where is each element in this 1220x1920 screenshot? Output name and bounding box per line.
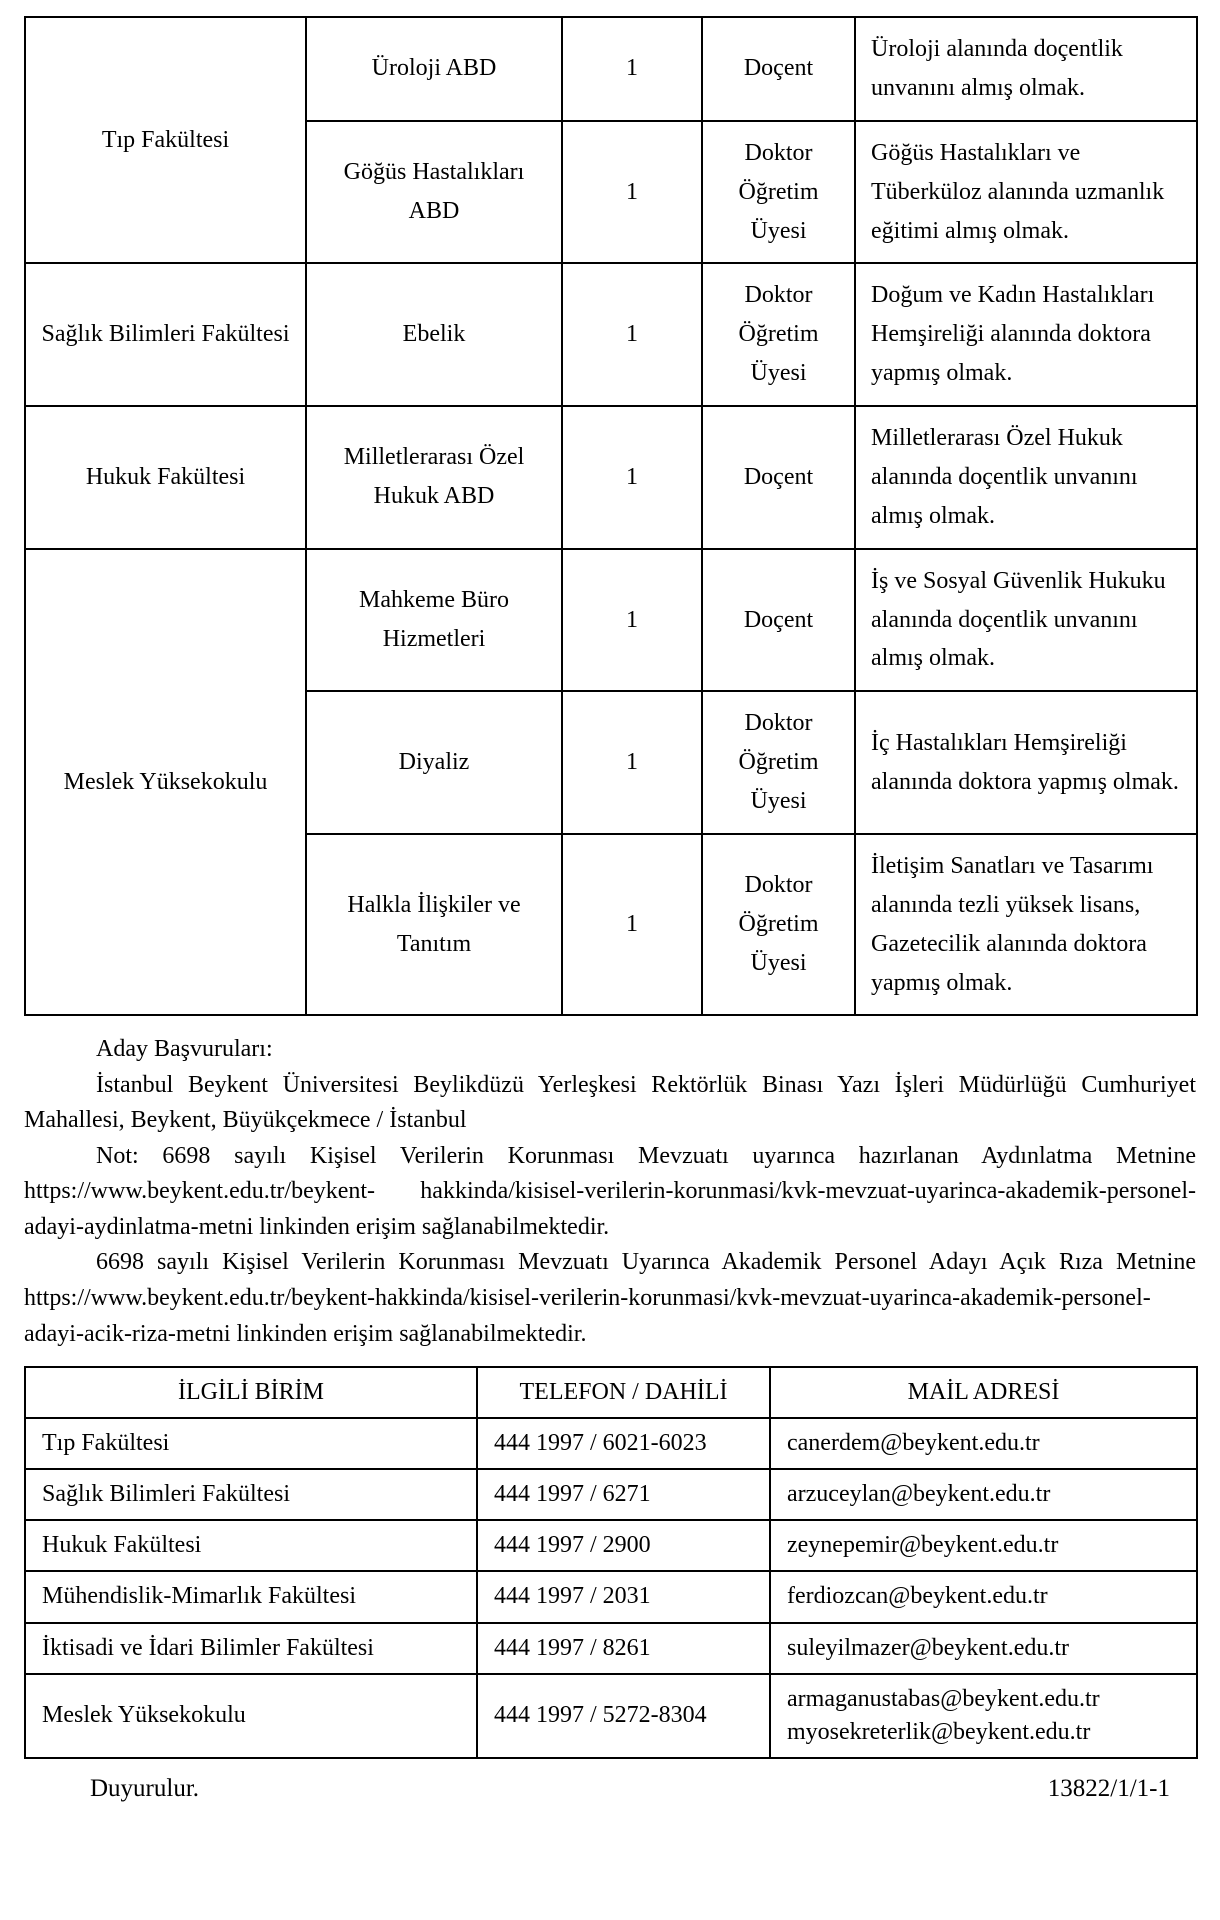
contact-header-unit: İLGİLİ BİRİM bbox=[25, 1367, 477, 1418]
contact-table bbox=[24, 1366, 1198, 1759]
contact-row bbox=[25, 1623, 1197, 1674]
positions-row bbox=[25, 17, 1197, 121]
requirement-cell: Milletlerarası Özel Hukuk alanında doçentlik unvanını almış olmak. bbox=[855, 406, 1197, 549]
mail-address: canerdem@beykent.edu.tr bbox=[787, 1430, 1040, 1457]
footer-announcement: Duyurulur. bbox=[90, 1774, 200, 1802]
unit-cell: Hukuk Fakültesi bbox=[25, 1520, 477, 1571]
department-cell: Milletlerarası Özel Hukuk ABD bbox=[306, 406, 562, 549]
faculty-cell: Meslek Yüksekokulu bbox=[25, 549, 306, 1016]
count-cell: 1 bbox=[562, 406, 702, 549]
positions-row bbox=[25, 549, 1197, 692]
count-cell: 1 bbox=[562, 121, 702, 264]
contact-header-mail: MAİL ADRESİ bbox=[770, 1367, 1197, 1418]
faculty-cell: Tıp Fakültesi bbox=[25, 17, 306, 263]
contact-header-phone: TELEFON / DAHİLİ bbox=[477, 1367, 770, 1418]
count-cell: 1 bbox=[562, 17, 702, 121]
footer bbox=[24, 1775, 1196, 1803]
phone-cell: 444 1997 / 6021-6023 bbox=[477, 1418, 770, 1469]
contact-row bbox=[25, 1674, 1197, 1758]
title-cell: Doçent bbox=[702, 406, 855, 549]
mail-address: arzuceylan@beykent.edu.tr bbox=[787, 1481, 1051, 1508]
count-cell: 1 bbox=[562, 549, 702, 692]
mail-cell bbox=[770, 1623, 1197, 1674]
unit-cell: İktisadi ve İdari Bilimler Fakültesi bbox=[25, 1623, 477, 1674]
department-cell: Üroloji ABD bbox=[306, 17, 562, 121]
mail-address: suleyilmazer@beykent.edu.tr bbox=[787, 1634, 1069, 1661]
applications-heading: Aday Başvuruları: bbox=[96, 1036, 273, 1063]
positions-table-body bbox=[25, 17, 1197, 1015]
phone-cell: 444 1997 / 8261 bbox=[477, 1623, 770, 1674]
phone-cell: 444 1997 / 2031 bbox=[477, 1571, 770, 1622]
kvkk-clarification-note: Not: 6698 sayılı Kişisel Verilerin Korunması Mevzuatı uyarınca hazırlanan Aydınlatma Metnine https://www.beykent.edu.tr/beykent- hakkinda/kisisel-verilerin-korunmasi/kvk-mevzuat-uyarinca-akademik-personel-adayi-aydinlatma-metni linkinden erişim sağlanabilmektedir. bbox=[24, 1142, 1196, 1240]
mail-cell bbox=[770, 1418, 1197, 1469]
mail-address: myosekreterlik@beykent.edu.tr bbox=[787, 1718, 1091, 1745]
positions-table bbox=[24, 16, 1198, 1016]
department-cell: Göğüs Hastalıkları ABD bbox=[306, 121, 562, 264]
kvkk-consent-note: 6698 sayılı Kişisel Verilerin Korunması Mevzuatı Uyarınca Akademik Personel Adayı Açık Rıza Metnine https://www.beykent.edu.tr/beykent-hakkinda/kisisel-verilerin-korunmasi/kvk-mevzuat-uyarinca-akademik-personel-adayi-acik-riza-metni linkinden erişim sağlanabilmektedir. bbox=[24, 1249, 1196, 1347]
unit-cell: Mühendislik-Mimarlık Fakültesi bbox=[25, 1571, 477, 1622]
requirement-cell: Doğum ve Kadın Hastalıkları Hemşireliği alanında doktora yapmış olmak. bbox=[855, 263, 1197, 406]
phone-cell: 444 1997 / 5272-8304 bbox=[477, 1674, 770, 1758]
title-cell: Doçent bbox=[702, 17, 855, 121]
requirement-cell: Üroloji alanında doçentlik unvanını almış olmak. bbox=[855, 17, 1197, 121]
mail-address: armaganustabas@beykent.edu.tr bbox=[787, 1685, 1100, 1712]
requirement-cell: İç Hastalıkları Hemşireliği alanında doktora yapmış olmak. bbox=[855, 691, 1197, 834]
department-cell: Mahkeme Büro Hizmetleri bbox=[306, 549, 562, 692]
positions-row bbox=[25, 406, 1197, 549]
requirement-cell: İş ve Sosyal Güvenlik Hukuku alanında doçentlik unvanını almış olmak. bbox=[855, 549, 1197, 692]
count-cell: 1 bbox=[562, 263, 702, 406]
department-cell: Halkla İlişkiler ve Tanıtım bbox=[306, 834, 562, 1016]
department-cell: Diyaliz bbox=[306, 691, 562, 834]
requirement-cell: Göğüs Hastalıkları ve Tüberküloz alanında uzmanlık eğitimi almış olmak. bbox=[855, 121, 1197, 264]
application-address: İstanbul Beykent Üniversitesi Beylikdüzü Yerleşkesi Rektörlük Binası Yazı İşleri Müdürlüğü Cumhuriyet Mahallesi, Beykent, Büyükçekmece / İstanbul bbox=[24, 1071, 1196, 1134]
unit-cell: Meslek Yüksekokulu bbox=[25, 1674, 477, 1758]
mail-address: zeynepemir@beykent.edu.tr bbox=[787, 1532, 1059, 1559]
mail-cell bbox=[770, 1469, 1197, 1520]
department-cell: Ebelik bbox=[306, 263, 562, 406]
body-text bbox=[24, 1032, 1196, 1352]
count-cell: 1 bbox=[562, 691, 702, 834]
mail-cell bbox=[770, 1520, 1197, 1571]
mail-cell bbox=[770, 1571, 1197, 1622]
contact-header-row bbox=[25, 1367, 1197, 1418]
title-cell: Doktor Öğretim Üyesi bbox=[702, 691, 855, 834]
unit-cell: Tıp Fakültesi bbox=[25, 1418, 477, 1469]
title-cell: Doçent bbox=[702, 549, 855, 692]
contact-row bbox=[25, 1520, 1197, 1571]
contact-row bbox=[25, 1571, 1197, 1622]
positions-row bbox=[25, 263, 1197, 406]
phone-cell: 444 1997 / 6271 bbox=[477, 1469, 770, 1520]
contact-row bbox=[25, 1469, 1197, 1520]
mail-address: ferdiozcan@beykent.edu.tr bbox=[787, 1583, 1048, 1610]
faculty-cell: Sağlık Bilimleri Fakültesi bbox=[25, 263, 306, 406]
contact-table-body bbox=[25, 1418, 1197, 1758]
title-cell: Doktor Öğretim Üyesi bbox=[702, 121, 855, 264]
count-cell: 1 bbox=[562, 834, 702, 1016]
phone-cell: 444 1997 / 2900 bbox=[477, 1520, 770, 1571]
title-cell: Doktor Öğretim Üyesi bbox=[702, 263, 855, 406]
mail-cell bbox=[770, 1674, 1197, 1758]
contact-row bbox=[25, 1418, 1197, 1469]
requirement-cell: İletişim Sanatları ve Tasarımı alanında tezli yüksek lisans, Gazetecilik alanında doktora yapmış olmak. bbox=[855, 834, 1197, 1016]
footer-reference-number: 13822/1/1-1 bbox=[1047, 1774, 1170, 1802]
faculty-cell: Hukuk Fakültesi bbox=[25, 406, 306, 549]
title-cell: Doktor Öğretim Üyesi bbox=[702, 834, 855, 1016]
unit-cell: Sağlık Bilimleri Fakültesi bbox=[25, 1469, 477, 1520]
